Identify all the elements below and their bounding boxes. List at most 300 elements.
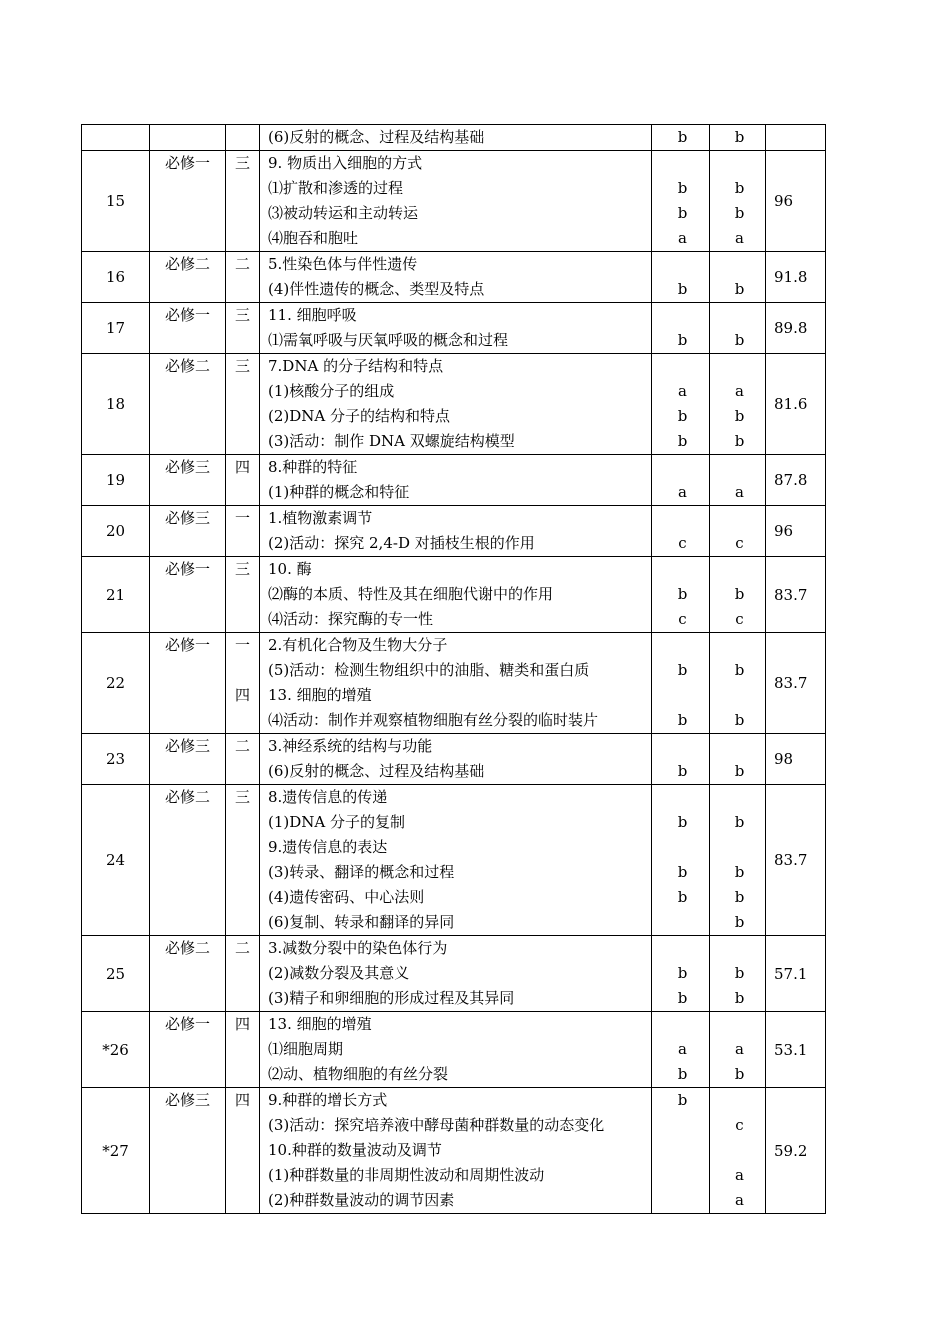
exam-level: b xyxy=(734,204,745,222)
requirement-level: a xyxy=(678,1040,687,1058)
question-number: *26 xyxy=(102,1040,129,1059)
knowledge-point-cell xyxy=(260,455,652,506)
requirement-level xyxy=(652,354,709,379)
exam-level xyxy=(710,1088,765,1113)
table-body xyxy=(82,125,826,1214)
exam-level xyxy=(710,354,765,379)
requirement-level: c xyxy=(678,534,687,552)
requirement-level: c xyxy=(678,610,687,628)
exam-level-cell xyxy=(710,125,766,151)
module-cell xyxy=(150,1088,226,1214)
module-label xyxy=(150,125,225,150)
knowledge-point-cell xyxy=(260,506,652,557)
knowledge-point: (6)复制、转录和翻译的异同 xyxy=(268,913,455,931)
module-label: 必修二 xyxy=(164,255,210,273)
knowledge-point: 3.神经系统的结构与功能 xyxy=(268,737,433,755)
unit-cell xyxy=(226,557,260,633)
knowledge-point: 13. 细胞的增殖 xyxy=(268,686,372,704)
exam-level-cell xyxy=(710,1012,766,1088)
knowledge-point-cell xyxy=(260,1012,652,1088)
requirement-level xyxy=(652,506,709,531)
score-rate-cell xyxy=(766,506,826,557)
unit-cell xyxy=(226,252,260,303)
score-rate: 57.1 xyxy=(774,964,808,983)
score-rate: 83.7 xyxy=(774,585,808,604)
requirement-level: b xyxy=(677,407,688,425)
exam-level: b xyxy=(734,913,745,931)
knowledge-point: (3)活动：探究培养液中酵母菌种群数量的动态变化 xyxy=(268,1116,605,1134)
knowledge-point-cell xyxy=(260,151,652,252)
question-number: 19 xyxy=(105,471,126,489)
requirement-level-cell xyxy=(652,252,710,303)
requirement-level-cell xyxy=(652,633,710,734)
exam-level xyxy=(710,1138,765,1163)
module-cell xyxy=(150,125,226,151)
requirement-level: b xyxy=(677,762,688,780)
requirement-level xyxy=(652,252,709,277)
score-rate: 59.2 xyxy=(774,1141,808,1160)
unit-label xyxy=(226,125,259,150)
requirement-level: b xyxy=(677,888,688,906)
exam-level: a xyxy=(735,382,744,400)
unit-cell xyxy=(226,506,260,557)
score-rate-cell xyxy=(766,936,826,1012)
unit-label: 四 xyxy=(234,1091,250,1109)
unit-label: 三 xyxy=(234,154,250,172)
exam-level-cell xyxy=(710,506,766,557)
question-number-cell xyxy=(82,506,150,557)
table-row xyxy=(82,734,826,785)
knowledge-point: ⑶被动转运和主动转运 xyxy=(268,204,419,222)
module-cell xyxy=(150,354,226,455)
requirement-level: b xyxy=(677,1091,688,1109)
unit-label: 一 xyxy=(234,509,250,527)
question-number: 23 xyxy=(105,750,126,768)
knowledge-point-cell xyxy=(260,936,652,1012)
knowledge-point: 8.遗传信息的传递 xyxy=(268,788,388,806)
knowledge-point-cell xyxy=(260,252,652,303)
exam-level: c xyxy=(735,534,744,552)
exam-level: b xyxy=(734,179,745,197)
score-rate: 96 xyxy=(774,522,794,540)
knowledge-point: 5.性染色体与伴性遗传 xyxy=(268,255,418,273)
unit-label: 四 xyxy=(234,458,250,476)
module-label: 必修二 xyxy=(164,788,210,806)
question-number: 24 xyxy=(105,851,126,869)
question-number: 25 xyxy=(105,964,126,983)
requirement-level xyxy=(652,1163,709,1188)
requirement-level-cell xyxy=(652,1012,710,1088)
knowledge-point: (2)活动：探究 2,4-D 对插枝生根的作用 xyxy=(268,534,535,552)
knowledge-point: 7.DNA 的分子结构和特点 xyxy=(268,357,444,375)
requirement-level-cell xyxy=(652,125,710,151)
unit-cell xyxy=(226,1012,260,1088)
requirement-level: b xyxy=(677,661,688,679)
knowledge-point-cell xyxy=(260,1088,652,1214)
knowledge-point-cell xyxy=(260,633,652,734)
module-cell xyxy=(150,734,226,785)
unit-label: 三 xyxy=(234,788,250,806)
requirement-level: b xyxy=(677,179,688,197)
unit-label: 三 xyxy=(234,357,250,375)
requirement-level xyxy=(652,455,709,480)
exam-level: b xyxy=(734,989,745,1007)
requirement-level xyxy=(652,734,709,759)
question-number-cell xyxy=(82,252,150,303)
module-cell xyxy=(150,455,226,506)
unit-label: 二 xyxy=(234,939,250,957)
exam-level-cell xyxy=(710,151,766,252)
unit-label: 三 xyxy=(234,560,250,578)
score-rate-cell xyxy=(766,734,826,785)
knowledge-point: (1)DNA 分子的复制 xyxy=(268,813,406,831)
score-rate-cell xyxy=(766,1012,826,1088)
requirement-level-cell xyxy=(652,785,710,936)
requirement-level xyxy=(652,633,709,658)
unit-cell xyxy=(226,734,260,785)
knowledge-point: 8.种群的特征 xyxy=(268,458,358,476)
unit-cell xyxy=(226,455,260,506)
score-rate: 98 xyxy=(774,750,794,768)
exam-level: b xyxy=(734,128,745,146)
exam-level: b xyxy=(734,1065,745,1083)
exam-level xyxy=(710,455,765,480)
exam-level xyxy=(710,683,765,708)
table-row xyxy=(82,506,826,557)
curriculum-table-page xyxy=(81,124,825,1214)
unit-cell xyxy=(226,633,260,734)
requirement-level xyxy=(652,785,709,810)
requirement-level: b xyxy=(677,813,688,831)
question-number: 20 xyxy=(105,522,126,540)
requirement-level: b xyxy=(677,204,688,222)
knowledge-point: (6)反射的概念、过程及结构基础 xyxy=(268,128,485,146)
exam-level: a xyxy=(735,1191,744,1209)
knowledge-point: 2.有机化合物及生物大分子 xyxy=(268,636,448,654)
question-number-cell xyxy=(82,785,150,936)
knowledge-point: ⑷胞吞和胞吐 xyxy=(268,229,359,247)
exam-level xyxy=(710,1012,765,1037)
table-row xyxy=(82,936,826,1012)
knowledge-point: ⑵酶的本质、特性及其在细胞代谢中的作用 xyxy=(268,585,554,603)
score-rate-cell xyxy=(766,1088,826,1214)
table-row xyxy=(82,354,826,455)
requirement-level xyxy=(652,557,709,582)
score-rate: 83.7 xyxy=(774,851,808,869)
knowledge-point: (2)种群数量波动的调节因素 xyxy=(268,1191,455,1209)
exam-level: a xyxy=(735,1040,744,1058)
requirement-level xyxy=(652,910,709,935)
module-label: 必修二 xyxy=(164,939,210,957)
requirement-level xyxy=(652,1113,709,1138)
exam-level xyxy=(710,835,765,860)
requirement-level xyxy=(652,1138,709,1163)
exam-level: b xyxy=(734,964,745,982)
module-label: 必修二 xyxy=(164,357,210,375)
knowledge-point: ⑴需氧呼吸与厌氧呼吸的概念和过程 xyxy=(268,331,509,349)
unit-cell xyxy=(226,936,260,1012)
requirement-level: b xyxy=(677,1065,688,1083)
module-cell xyxy=(150,303,226,354)
requirement-level-cell xyxy=(652,303,710,354)
score-rate-cell xyxy=(766,785,826,936)
exam-level: b xyxy=(734,863,745,881)
module-label: 必修一 xyxy=(164,154,210,172)
module-label: 必修一 xyxy=(164,1015,210,1033)
exam-level: a xyxy=(735,483,744,501)
module-label: 必修一 xyxy=(164,306,210,324)
table-row xyxy=(82,785,826,936)
score-rate-cell xyxy=(766,354,826,455)
exam-level-cell xyxy=(710,734,766,785)
requirement-level xyxy=(652,1012,709,1037)
table-row xyxy=(82,557,826,633)
knowledge-point: ⑴细胞周期 xyxy=(268,1040,344,1058)
requirement-level: a xyxy=(678,483,687,501)
requirement-level-cell xyxy=(652,557,710,633)
requirement-level-cell xyxy=(652,455,710,506)
unit-label: 三 xyxy=(234,306,250,324)
exam-level xyxy=(710,734,765,759)
requirement-level: b xyxy=(677,128,688,146)
module-cell xyxy=(150,151,226,252)
exam-level: c xyxy=(735,1116,744,1134)
knowledge-point: (3)转录、翻译的概念和过程 xyxy=(268,863,455,881)
question-number-cell xyxy=(82,354,150,455)
knowledge-point: 11. 细胞呼吸 xyxy=(268,306,357,324)
score-rate: 96 xyxy=(774,192,794,210)
question-number-cell xyxy=(82,1012,150,1088)
knowledge-point-cell xyxy=(260,125,652,151)
unit-cell xyxy=(226,151,260,252)
table-row xyxy=(82,1088,826,1214)
question-number-cell xyxy=(82,557,150,633)
knowledge-point: 9. 物质出入细胞的方式 xyxy=(268,154,423,172)
knowledge-point: (4)遗传密码、中心法则 xyxy=(268,888,425,906)
table-row xyxy=(82,1012,826,1088)
module-label: 必修三 xyxy=(164,1091,210,1109)
module-cell xyxy=(150,1012,226,1088)
requirement-level-cell xyxy=(652,354,710,455)
requirement-level-cell xyxy=(652,151,710,252)
module-cell xyxy=(150,633,226,734)
unit-label: 二 xyxy=(234,737,250,755)
exam-level-cell xyxy=(710,354,766,455)
exam-level-cell xyxy=(710,557,766,633)
unit-label xyxy=(226,658,259,683)
module-label: 必修一 xyxy=(164,636,210,654)
module-label: 必修三 xyxy=(164,509,210,527)
score-rate: 53.1 xyxy=(774,1040,808,1059)
unit-label: 一 xyxy=(234,636,250,654)
exam-level: a xyxy=(735,1166,744,1184)
requirement-level-cell xyxy=(652,506,710,557)
question-number-cell xyxy=(82,455,150,506)
requirement-level-cell xyxy=(652,734,710,785)
exam-level xyxy=(710,633,765,658)
module-label: 必修一 xyxy=(164,560,210,578)
knowledge-point: (5)活动：检测生物组织中的油脂、糖类和蛋白质 xyxy=(268,661,590,679)
requirement-level xyxy=(652,303,709,328)
exam-level: b xyxy=(734,432,745,450)
exam-level-cell xyxy=(710,785,766,936)
question-number: *27 xyxy=(102,1141,129,1160)
exam-level: b xyxy=(734,407,745,425)
unit-cell xyxy=(226,303,260,354)
unit-label: 二 xyxy=(234,255,250,273)
requirement-level xyxy=(652,835,709,860)
knowledge-point: (2)DNA 分子的结构和特点 xyxy=(268,407,451,425)
table-row xyxy=(82,125,826,151)
question-number-cell xyxy=(82,125,150,151)
table-row xyxy=(82,303,826,354)
exam-level-cell xyxy=(710,252,766,303)
question-number-cell xyxy=(82,1088,150,1214)
question-number-cell xyxy=(82,734,150,785)
exam-level-cell xyxy=(710,633,766,734)
knowledge-point: (1)种群数量的非周期性波动和周期性波动 xyxy=(268,1166,545,1184)
table-row xyxy=(82,252,826,303)
exam-level xyxy=(710,936,765,961)
exam-level-cell xyxy=(710,1088,766,1214)
knowledge-point: 10.种群的数量波动及调节 xyxy=(268,1141,442,1159)
exam-level xyxy=(710,557,765,582)
score-rate: 87.8 xyxy=(774,471,808,489)
exam-level xyxy=(710,252,765,277)
knowledge-point: 9.遗传信息的表达 xyxy=(268,838,388,856)
knowledge-point-cell xyxy=(260,734,652,785)
score-rate: 91.8 xyxy=(774,268,808,286)
table-row xyxy=(82,151,826,252)
requirement-level: b xyxy=(677,863,688,881)
exam-level-cell xyxy=(710,455,766,506)
question-number: 15 xyxy=(105,192,126,210)
score-rate-cell xyxy=(766,455,826,506)
knowledge-point: (3)精子和卵细胞的形成过程及其异同 xyxy=(268,989,515,1007)
score-rate-cell xyxy=(766,633,826,734)
knowledge-point: ⑷活动：制作并观察植物细胞有丝分裂的临时装片 xyxy=(268,711,599,729)
knowledge-point-cell xyxy=(260,785,652,936)
exam-level xyxy=(710,506,765,531)
requirement-level: b xyxy=(677,280,688,298)
exam-level: b xyxy=(734,888,745,906)
knowledge-point: 13. 细胞的增殖 xyxy=(268,1015,372,1033)
question-number-cell xyxy=(82,151,150,252)
knowledge-point: (4)伴性遗传的概念、类型及特点 xyxy=(268,280,485,298)
exam-level: b xyxy=(734,331,745,349)
unit-cell xyxy=(226,125,260,151)
exam-level xyxy=(710,303,765,328)
requirement-level: b xyxy=(677,989,688,1007)
question-number-cell xyxy=(82,936,150,1012)
question-number: 21 xyxy=(105,585,126,604)
score-rate-cell xyxy=(766,252,826,303)
exam-level-cell xyxy=(710,303,766,354)
requirement-level: b xyxy=(677,711,688,729)
unit-cell xyxy=(226,785,260,936)
knowledge-point-cell xyxy=(260,557,652,633)
requirement-level: b xyxy=(677,432,688,450)
exam-level: b xyxy=(734,813,745,831)
requirement-level: b xyxy=(677,585,688,603)
knowledge-point: (1)种群的概念和特征 xyxy=(268,483,410,501)
question-number: 18 xyxy=(105,395,126,413)
module-cell xyxy=(150,936,226,1012)
score-rate: 83.7 xyxy=(774,674,808,692)
unit-label: 四 xyxy=(234,1015,250,1033)
requirement-level xyxy=(652,936,709,961)
knowledge-point: 10. 酶 xyxy=(268,560,312,578)
knowledge-point: ⑵动、植物细胞的有丝分裂 xyxy=(268,1065,449,1083)
question-number-cell xyxy=(82,633,150,734)
knowledge-point: 9.种群的增长方式 xyxy=(268,1091,388,1109)
requirement-level: a xyxy=(678,382,687,400)
exam-analysis-table xyxy=(81,124,826,1214)
score-rate-cell xyxy=(766,303,826,354)
exam-level-cell xyxy=(710,936,766,1012)
score-rate: 89.8 xyxy=(774,319,808,337)
requirement-level: a xyxy=(678,229,687,247)
unit-cell xyxy=(226,1088,260,1214)
unit-label: 四 xyxy=(234,686,250,704)
question-number-cell xyxy=(82,303,150,354)
exam-level: b xyxy=(734,585,745,603)
knowledge-point: (3)活动：制作 DNA 双螺旋结构模型 xyxy=(268,432,515,450)
score-rate-cell xyxy=(766,557,826,633)
question-number: 16 xyxy=(105,268,126,286)
knowledge-point: (6)反射的概念、过程及结构基础 xyxy=(268,762,485,780)
question-number: 17 xyxy=(105,319,126,337)
exam-level: c xyxy=(735,610,744,628)
question-number: 22 xyxy=(105,674,126,692)
requirement-level xyxy=(652,151,709,176)
knowledge-point: 3.减数分裂中的染色体行为 xyxy=(268,939,448,957)
module-cell xyxy=(150,252,226,303)
module-label: 必修三 xyxy=(164,458,210,476)
score-rate-cell xyxy=(766,125,826,151)
requirement-level: b xyxy=(677,964,688,982)
knowledge-point-cell xyxy=(260,303,652,354)
exam-level: b xyxy=(734,711,745,729)
requirement-level: b xyxy=(677,331,688,349)
module-cell xyxy=(150,506,226,557)
exam-level: a xyxy=(735,229,744,247)
requirement-level xyxy=(652,1188,709,1213)
knowledge-point: ⑴扩散和渗透的过程 xyxy=(268,179,404,197)
exam-level: b xyxy=(734,280,745,298)
knowledge-point: 1.植物激素调节 xyxy=(268,509,373,527)
module-cell xyxy=(150,785,226,936)
table-row xyxy=(82,633,826,734)
unit-cell xyxy=(226,354,260,455)
knowledge-point: (2)减数分裂及其意义 xyxy=(268,964,410,982)
exam-level xyxy=(710,151,765,176)
knowledge-point: (1)核酸分子的组成 xyxy=(268,382,395,400)
module-cell xyxy=(150,557,226,633)
exam-level xyxy=(710,785,765,810)
requirement-level-cell xyxy=(652,1088,710,1214)
score-rate: 81.6 xyxy=(774,395,808,413)
table-row xyxy=(82,455,826,506)
exam-level: b xyxy=(734,661,745,679)
knowledge-point-cell xyxy=(260,354,652,455)
knowledge-point: ⑷活动：探究酶的专一性 xyxy=(268,610,434,628)
requirement-level xyxy=(652,683,709,708)
exam-level: b xyxy=(734,762,745,780)
requirement-level-cell xyxy=(652,936,710,1012)
score-rate-cell xyxy=(766,151,826,252)
module-label: 必修三 xyxy=(164,737,210,755)
